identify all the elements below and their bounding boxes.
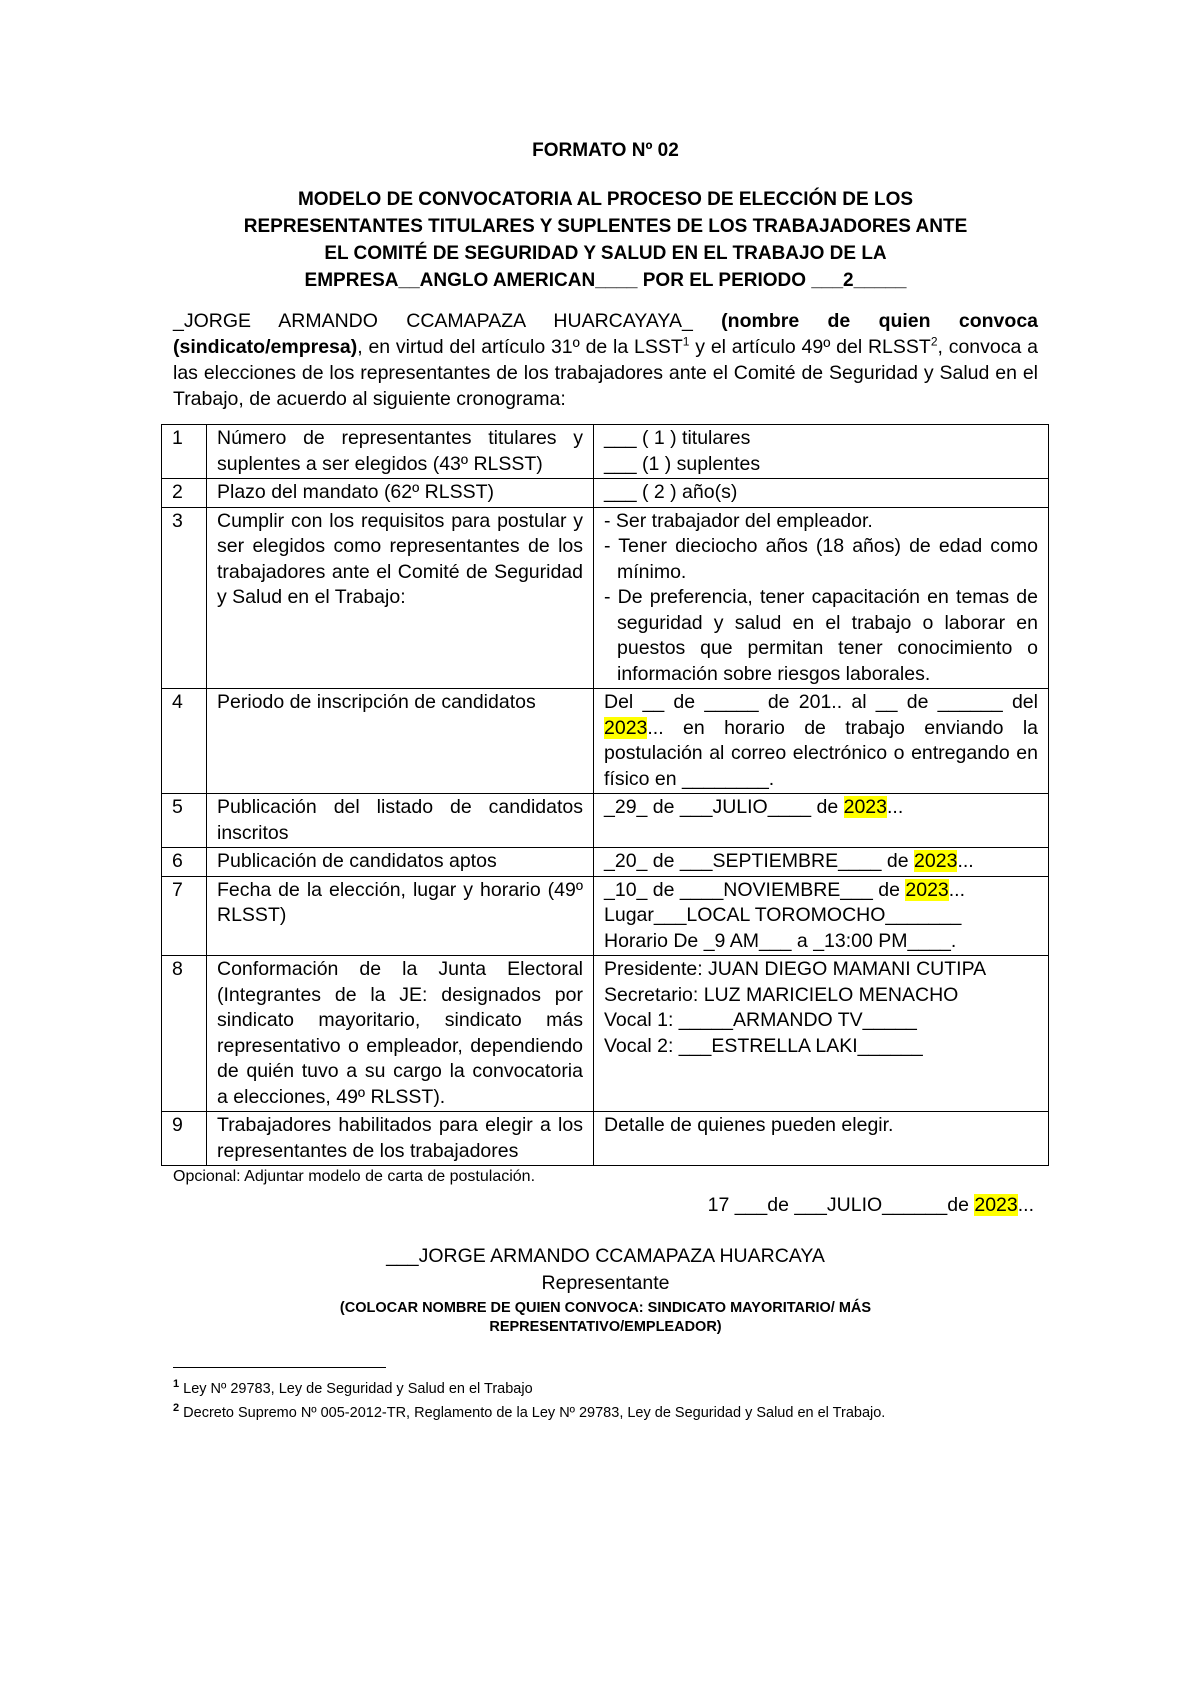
row-number: 2	[162, 479, 207, 508]
footnote-text: Ley Nº 29783, Ley de Seguridad y Salud en el Trabajo	[179, 1381, 533, 1397]
document-page	[173, 140, 1038, 1424]
document-title: FORMATO Nº 02	[532, 140, 679, 161]
footnote-mark: 2	[173, 1402, 180, 1415]
subtitle-line: MODELO DE CONVOCATORIA AL PROCESO DE ELECCIÓN DE LOS	[297, 189, 914, 210]
signature-note-line: (COLOCAR NOMBRE DE QUIEN CONVOCA: SINDICATO MAYORITARIO/ MÁS	[339, 1300, 872, 1316]
election-date	[604, 878, 1038, 904]
convener-name: _JORGE ARMANDO CCAMAPAZA HUARCAYAYA_	[173, 310, 693, 332]
document-subtitle	[173, 186, 1038, 294]
row-description: Publicación del listado de candidatos inscritos	[207, 794, 594, 848]
signature-note-line: REPRESENTATIVO/EMPLEADOR)	[489, 1319, 722, 1335]
row-description: Fecha de la elección, lugar y horario (49º RLSST)	[207, 876, 594, 956]
row-number: 6	[162, 848, 207, 877]
value-text: ...	[887, 796, 904, 818]
year-highlight: 2023	[905, 878, 949, 901]
subtitle-line: EMPRESA__ANGLO AMERICAN____ POR EL PERIODO ___2_____	[304, 270, 907, 291]
convener-hint: (nombre de quien convoca (sindicato/empresa)	[173, 310, 1039, 358]
footnote-mark: 1	[173, 1378, 180, 1391]
signature-name: ___JORGE ARMANDO CCAMAPAZA HUARCAYA	[386, 1245, 825, 1267]
table-row	[162, 507, 1049, 689]
value-text: _29_ de ___JULIO____ de	[604, 796, 844, 818]
row-value	[594, 507, 1049, 689]
board-vocal-1: Vocal 1: _____ARMANDO TV_____	[604, 1009, 917, 1031]
row-description: Cumplir con los requisitos para postular y ser elegidos como representantes de los trabajadores ante el Comité de Seguridad y Salud en el Trabajo:	[207, 507, 594, 689]
signature-note	[173, 1299, 1038, 1337]
date-line	[173, 1194, 1034, 1217]
footnote-ref-2: 2	[930, 334, 938, 349]
intro-text: , en virtud del artículo 31º de la LSST	[357, 336, 683, 358]
table-row	[162, 479, 1049, 508]
row-value	[594, 689, 1049, 794]
table-row	[162, 956, 1049, 1112]
titulares-value: ___ ( 1 ) titulares	[604, 427, 751, 449]
election-time: Horario De _9 AM___ a _13:00 PM____.	[604, 929, 957, 952]
row-number: 7	[162, 876, 207, 956]
board-president: Presidente: JUAN DIEGO MAMANI CUTIPA	[604, 958, 987, 980]
board-secretary: Secretario: LUZ MARICIELO MENACHO	[604, 983, 959, 1006]
footnote-1	[173, 1378, 1038, 1400]
date-text: ...	[1017, 1194, 1034, 1216]
footnote-2	[173, 1402, 1038, 1424]
row-description: Plazo del mandato (62º RLSST)	[207, 479, 594, 508]
value-text: _10_ de ____NOVIEMBRE___ de	[604, 878, 906, 901]
year-highlight: 2023	[843, 796, 887, 818]
suplentes-value: ___ (1 ) suplentes	[604, 452, 761, 475]
schedule-table	[161, 424, 1049, 1166]
value-text: ... en horario de trabajo enviando la postulación al correo electrónico o entregando en físico en ________.	[604, 716, 1038, 790]
row-description: Publicación de candidatos aptos	[207, 848, 594, 877]
table-row	[162, 1112, 1049, 1166]
intro-text: y el artículo 49º del RLSST	[689, 336, 931, 358]
row-value	[594, 425, 1049, 479]
intro-text: , convoca a las elecciones de los representantes de los trabajadores ante el Comité de Seguridad y Salud en el Trabajo, de acuerdo al siguiente cronograma:	[173, 336, 1038, 410]
row-value	[594, 794, 1049, 848]
value-text: ...	[957, 850, 974, 872]
list-item: - De preferencia, tener capacitación en temas de seguridad y salud en el trabajo o laborar en puestos que permitan tener conocimiento o información sobre riesgos laborales.	[604, 586, 1038, 685]
year-highlight: 2023	[974, 1194, 1018, 1216]
row-number: 8	[162, 956, 207, 1112]
value-text: _20_ de ___SEPTIEMBRE____ de	[604, 850, 915, 872]
row-description: Conformación de la Junta Electoral (Integrantes de la JE: designados por sindicato mayoritario, sindicato más representativo o empleador, dependiendo de quién tuvo a su cargo la convocatoria a elecciones, 49º RLSST).	[207, 956, 594, 1112]
table-row	[162, 794, 1049, 848]
list-item: - Ser trabajador del empleador.	[604, 509, 873, 532]
value-text: Del __ de _____ de 201.. al __ de ______ del	[604, 691, 1038, 713]
row-number: 9	[162, 1112, 207, 1166]
row-number: 3	[162, 507, 207, 689]
footnote-separator	[173, 1367, 386, 1368]
election-place: Lugar___LOCAL TOROMOCHO_______	[604, 904, 962, 926]
year-highlight: 2023	[914, 850, 958, 872]
table-row	[162, 425, 1049, 479]
row-number: 4	[162, 689, 207, 794]
subtitle-line: REPRESENTANTES TITULARES Y SUPLENTES DE LOS TRABAJADORES ANTE	[243, 216, 968, 237]
row-value	[594, 848, 1049, 877]
value-text: ...	[948, 878, 966, 901]
date-text: 17 ___de ___JULIO______de	[707, 1194, 975, 1216]
requirements-list	[604, 509, 1038, 688]
subtitle-line: EL COMITÉ DE SEGURIDAD Y SALUD EN EL TRABAJO DE LA	[324, 243, 887, 264]
row-description: Número de representantes titulares y suplentes a ser elegidos (43º RLSST)	[207, 425, 594, 479]
row-description: Periodo de inscripción de candidatos	[207, 689, 594, 794]
table-row	[162, 689, 1049, 794]
footnote-text: Decreto Supremo Nº 005-2012-TR, Reglamento de la Ley Nº 29783, Ley de Seguridad y Salud en el Trabajo.	[179, 1405, 886, 1421]
row-value: ___ ( 2 ) año(s)	[594, 479, 1049, 508]
row-value: Detalle de quienes pueden elegir.	[594, 1112, 1049, 1166]
row-description: Trabajadores habilitados para elegir a los representantes de los trabajadores	[207, 1112, 594, 1166]
footnote-ref-1: 1	[682, 334, 690, 349]
signature-role: Representante	[541, 1272, 670, 1294]
row-value	[594, 876, 1049, 956]
table-row	[162, 848, 1049, 877]
row-number: 1	[162, 425, 207, 479]
board-vocal-2: Vocal 2: ___ESTRELLA LAKI______	[604, 1034, 923, 1057]
list-item: - Tener dieciocho años (18 años) de edad como mínimo.	[604, 535, 1038, 583]
table-row	[162, 876, 1049, 956]
intro-paragraph	[173, 308, 1038, 412]
year-highlight: 2023	[604, 716, 648, 739]
row-number: 5	[162, 794, 207, 848]
row-value	[594, 956, 1049, 1112]
optional-note: Opcional: Adjuntar modelo de carta de postulación.	[173, 1168, 536, 1185]
